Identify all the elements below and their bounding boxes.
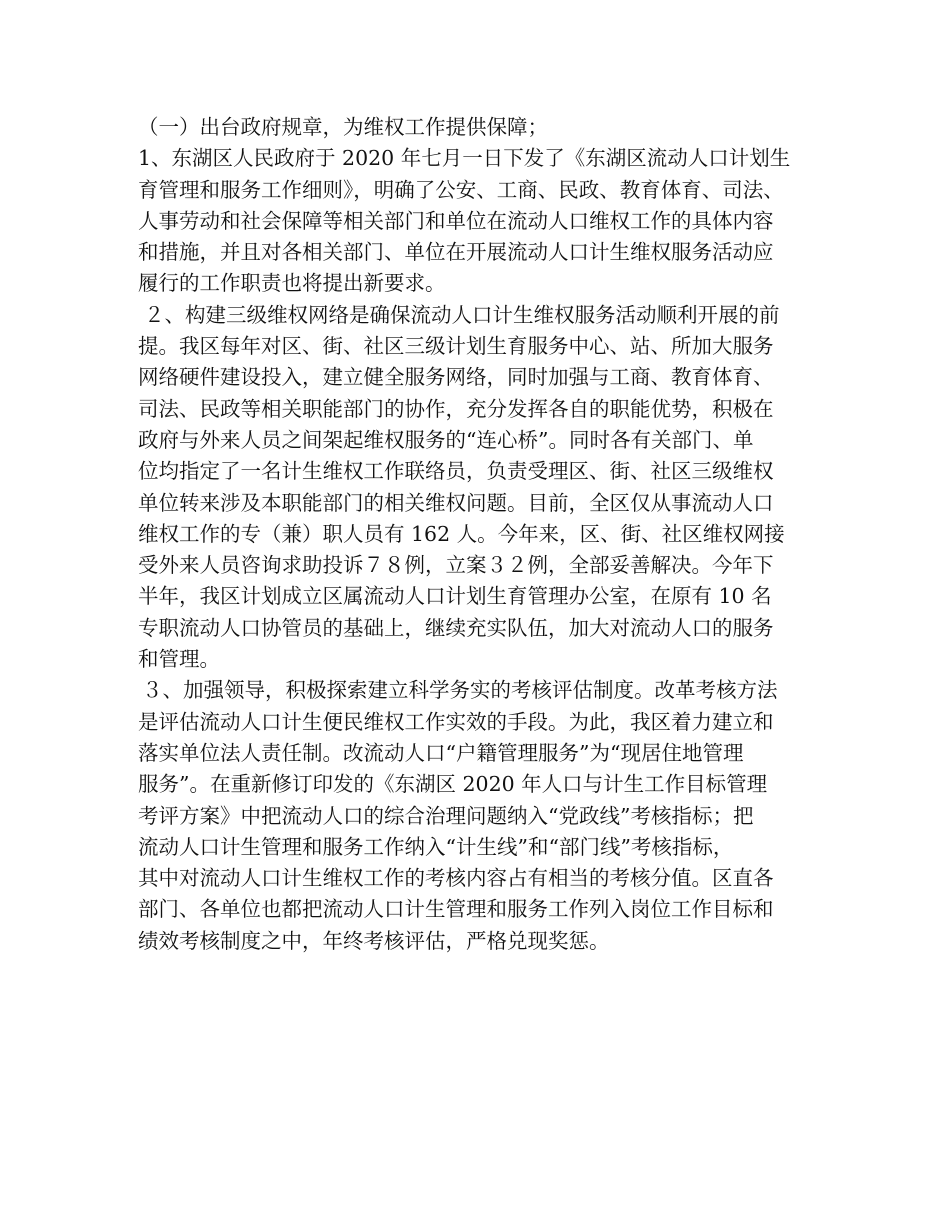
- paragraph-3-line: 绩效考核制度之中，年终考核评估，严格兑现奖惩。: [138, 928, 610, 953]
- paragraph-3-line: 流动人口计生管理和服务工作纳入“计生线”和“部门线”考核指标，: [138, 834, 734, 859]
- paragraph-2-line: 司法、民政等相关职能部门的协作，充分发挥各自的职能优势，积极在: [138, 396, 774, 421]
- paragraph-2-line: 维权工作的专（兼）职人员有 162 人。今年来，区、街、社区维权网接: [138, 521, 785, 546]
- paragraph-3-line: 部门、各单位也都把流动人口计生管理和服务工作列入岗位工作目标和: [138, 897, 774, 922]
- paragraph-2-line: 政府与外来人员之间架起维权服务的“连心桥”。同时各有关部门、单: [138, 427, 754, 452]
- paragraph-3-line: 是评估流动人口计生便民维权工作实效的手段。为此，我区着力建立和: [138, 709, 774, 734]
- paragraph-1-line: 和措施，并且对各相关部门、单位在开展流动人口计生维权服务活动应: [138, 240, 774, 265]
- paragraph-2-line: ２、构建三级维权网络是确保流动人口计生维权服务活动顺利开展的前: [144, 302, 780, 327]
- paragraph-2-line: 网络硬件建设投入，建立健全服务网络，同时加强与工商、教育体育、: [138, 365, 774, 390]
- paragraph-2-line: 半年，我区计划成立区属流动人口计划生育管理办公室，在原有 10 名: [138, 584, 772, 609]
- paragraph-1-line: 履行的工作职责也将提出新要求。: [138, 271, 446, 296]
- paragraph-1-line: 育管理和服务工作细则》，明确了公安、工商、民政、教育体育、司法、: [138, 177, 784, 202]
- document-body: [138, 112, 828, 957]
- paragraph-3-line: 考评方案》中把流动人口的综合治理问题纳入“党政线”考核指标；把: [138, 803, 754, 828]
- paragraph-2-line: 提。我区每年对区、街、社区三级计划生育服务中心、站、所加大服务: [138, 334, 774, 359]
- paragraph-2-line: 位均指定了一名计生维权工作联络员，负责受理区、街、社区三级维权: [138, 459, 774, 484]
- section-heading: （一）出台政府规章，为维权工作提供保障；: [138, 115, 548, 139]
- paragraph-3-line: ３、加强领导，积极探索建立科学务实的考核评估制度。改革考核方法: [142, 678, 778, 703]
- paragraph-2-line: 和管理。: [138, 647, 220, 672]
- paragraph-2-line: 受外来人员咨询求助投诉７８例，立案３２例，全部妥善解决。今年下: [138, 553, 774, 578]
- paragraph-3-line: 服务”。在重新修订印发的《东湖区 2020 年人口与计生工作目标管理: [138, 772, 768, 797]
- paragraph-1-line: 1、东湖区人民政府于 2020 年七月一日下发了《东湖区流动人口计划生: [138, 146, 791, 171]
- paragraph-2-line: 单位转来涉及本职能部门的相关维权问题。目前，全区仅从事流动人口: [138, 490, 774, 515]
- paragraph-3-line: 其中对流动人口计生维权工作的考核内容占有相当的考核分值。区直各: [138, 866, 774, 891]
- paragraph-3-line: 落实单位法人责任制。改流动人口“户籍管理服务”为“现居住地管理: [138, 740, 744, 765]
- paragraph-2-line: 专职流动人口协管员的基础上，继续充实队伍，加大对流动人口的服务: [138, 615, 774, 640]
- paragraph-1-line: 人事劳动和社会保障等相关部门和单位在流动人口维权工作的具体内容: [138, 208, 774, 233]
